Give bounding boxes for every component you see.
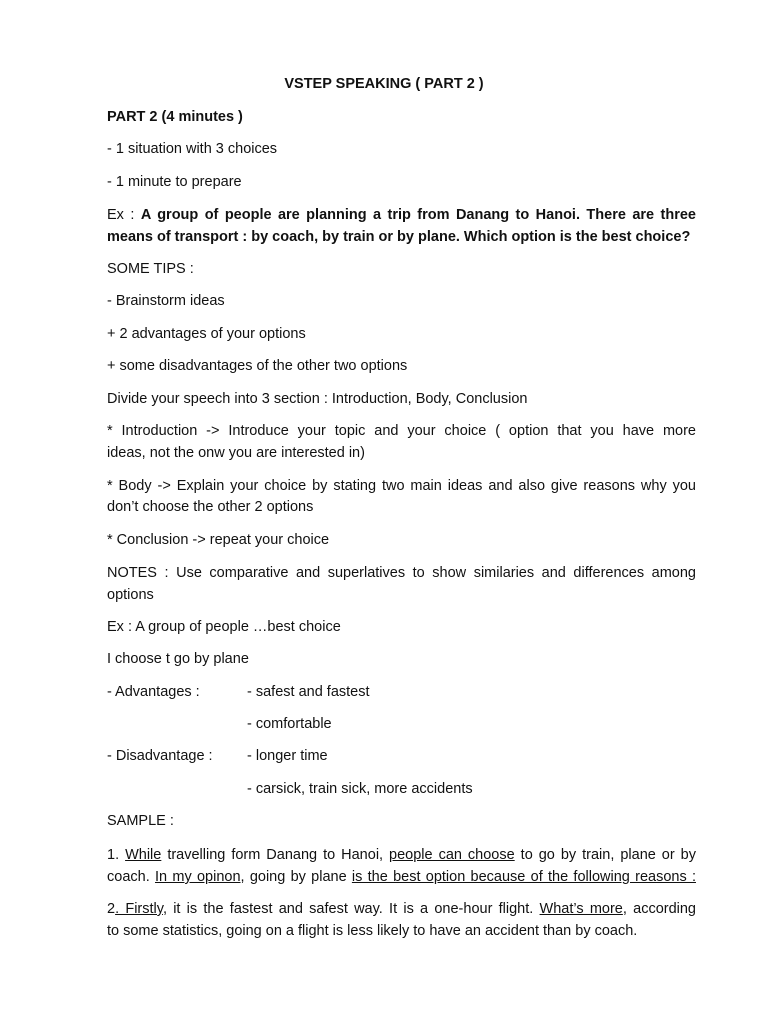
document-title: VSTEP SPEAKING ( PART 2 ) bbox=[284, 76, 484, 92]
advantage-item: - comfortable bbox=[247, 716, 332, 732]
tips-heading: SOME TIPS : bbox=[107, 261, 194, 277]
intro-line-2: ideas, not the onw you are interested in) bbox=[107, 445, 365, 461]
notes-line-1: NOTES : Use comparative and superlatives to show similaries and differences among bbox=[107, 565, 696, 581]
advantages-label: - Advantages : bbox=[107, 684, 200, 700]
sample-2-line-2: to some statistics, going on a flight is less likely to have an accident than by coach. bbox=[107, 923, 638, 939]
sample-text: to go by train, plane or by bbox=[514, 847, 696, 863]
tip-brainstorm: - Brainstorm ideas bbox=[107, 293, 225, 309]
bullet-situation: - 1 situation with 3 choices bbox=[107, 141, 278, 157]
bullet-prepare: - 1 minute to prepare bbox=[107, 174, 242, 190]
sample-text: , going by plane bbox=[240, 869, 352, 885]
sample-heading: SAMPLE : bbox=[107, 813, 174, 829]
phrase-people-can-choose: people can choose bbox=[389, 847, 515, 863]
sample-text: travelling form Danang to Hanoi, bbox=[161, 847, 390, 863]
disadvantage-label: - Disadvantage : bbox=[107, 748, 213, 764]
phrase-whats-more: What’s more bbox=[539, 901, 623, 917]
tip-divide: Divide your speech into 3 section : Introduction, Body, Conclusion bbox=[107, 391, 528, 407]
tip-disadvantages: + some disadvantages of the other two options bbox=[107, 358, 408, 374]
example-question-part1: A group of people are planning a trip from Danang to Hanoi. There are three bbox=[140, 207, 696, 223]
body-line-2: don’t choose the other 2 options bbox=[107, 499, 314, 515]
choice-line: I choose t go by plane bbox=[107, 651, 249, 667]
sample-text: , according bbox=[622, 901, 696, 917]
notes-line-2: options bbox=[107, 587, 154, 603]
disadvantage-item: - carsick, train sick, more accidents bbox=[247, 781, 473, 797]
conclusion-line: * Conclusion -> repeat your choice bbox=[107, 532, 330, 548]
example-prefix: Ex : bbox=[107, 207, 141, 223]
advantage-item: - safest and fastest bbox=[247, 684, 370, 700]
body-line-1: * Body -> Explain your choice by stating two main ideas and also give reasons why you bbox=[107, 478, 696, 494]
intro-line-1: * Introduction -> Introduce your topic and your choice ( option that you have more bbox=[107, 423, 696, 439]
sample-2-number: 2 bbox=[107, 901, 116, 917]
phrase-while: While bbox=[125, 847, 162, 863]
sample-2-line-1 bbox=[107, 899, 696, 919]
part-heading: PART 2 (4 minutes ) bbox=[107, 109, 243, 125]
sample-text: , it is the fastest and safest way. It is a one-hour flight. bbox=[162, 901, 540, 917]
example-2: Ex : A group of people …best choice bbox=[107, 619, 341, 635]
phrase-in-my-opinion: In my opinon bbox=[155, 869, 241, 885]
sample-text: coach. bbox=[107, 869, 155, 885]
example-line-1 bbox=[107, 205, 696, 225]
sample-1-line-2 bbox=[107, 867, 696, 887]
phrase-best-option: is the best option because of the following reasons : bbox=[351, 869, 696, 885]
sample-1-number: 1. bbox=[107, 847, 126, 863]
tip-advantages: + 2 advantages of your options bbox=[107, 326, 306, 342]
example-line-2: means of transport : by coach, by train or by plane. Which option is the best choice? bbox=[107, 229, 691, 245]
sample-1-line-1 bbox=[107, 845, 696, 865]
phrase-firstly: . Firstly bbox=[115, 901, 163, 917]
disadvantage-item: - longer time bbox=[247, 748, 328, 764]
